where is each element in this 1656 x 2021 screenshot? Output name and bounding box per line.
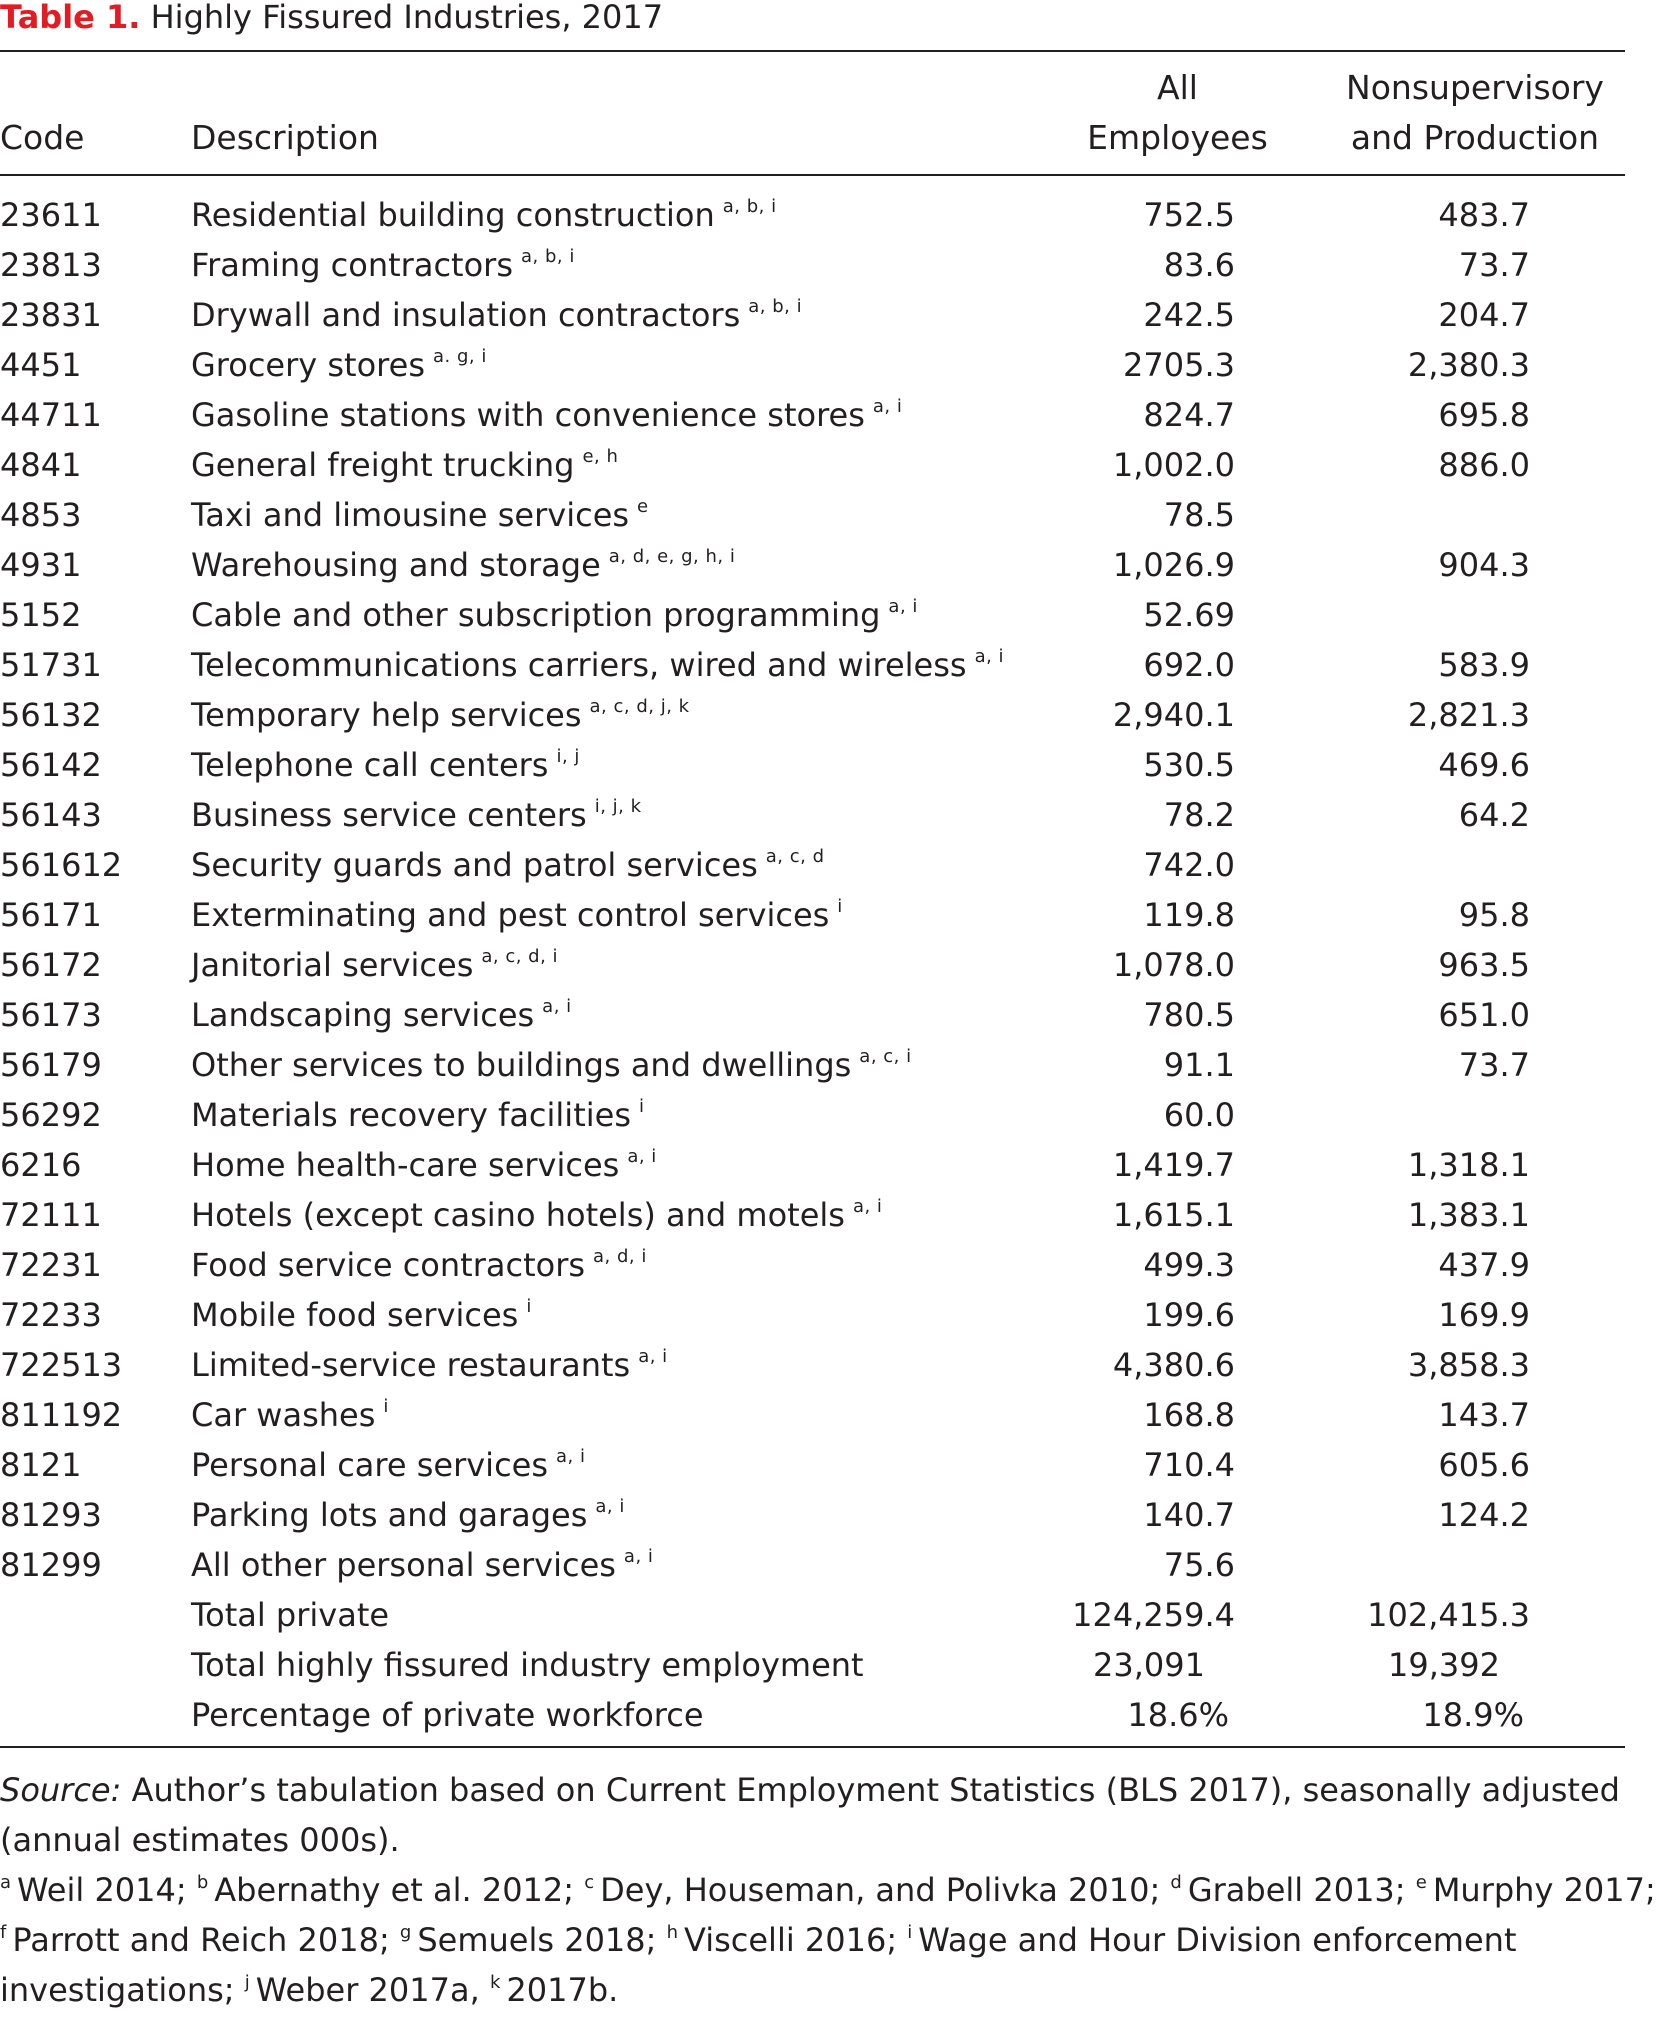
- row-description: [191, 1040, 912, 1090]
- row-code: 23813: [0, 246, 102, 284]
- row-all-employees: 692.0: [1143, 646, 1235, 684]
- reference-text: Murphy 2017;: [1432, 1871, 1656, 1909]
- row-source-notes: a, i: [623, 1546, 654, 1567]
- row-description: [191, 1240, 647, 1290]
- row-nonsupervisory: 963.5: [1438, 946, 1530, 984]
- row-code: 81299: [0, 1546, 102, 1584]
- row-nonsupervisory: 64.2: [1458, 796, 1530, 834]
- row-description: [191, 240, 575, 290]
- row-all-employees: 1,026.9: [1112, 546, 1235, 584]
- row-nonsupervisory: 95.8: [1458, 896, 1530, 934]
- row-nonsupervisory: 1,318.1: [1407, 1146, 1530, 1184]
- reference-key: j: [244, 1972, 250, 1993]
- row-source-notes: a, b, i: [722, 196, 777, 217]
- row-description: [191, 1490, 625, 1540]
- row-code: 4853: [0, 496, 82, 534]
- total-all-employees: 18.6%: [1127, 1696, 1229, 1734]
- row-code: 56132: [0, 696, 102, 734]
- row-all-employees: 119.8: [1143, 896, 1235, 934]
- row-nonsupervisory: 73.7: [1458, 1046, 1530, 1084]
- total-nonsupervisory: 18.9%: [1422, 1696, 1524, 1734]
- row-code: 8121: [0, 1446, 82, 1484]
- row-code: 72111: [0, 1196, 102, 1234]
- row-code: 5152: [0, 596, 82, 634]
- row-code: 44711: [0, 396, 102, 434]
- row-description-text: Temporary help services: [191, 696, 582, 734]
- reference-text: Abernathy et al. 2012;: [214, 1871, 575, 1909]
- row-nonsupervisory: 695.8: [1438, 396, 1530, 434]
- row-description: [191, 290, 802, 340]
- total-all-employees: 23,091: [1093, 1646, 1205, 1684]
- reference-item: [0, 1871, 187, 1909]
- row-source-notes: a, c, d: [765, 846, 825, 867]
- row-description: [191, 1140, 657, 1190]
- reference-item: [0, 1971, 235, 2009]
- row-nonsupervisory: [1330, 490, 1530, 540]
- row-source-notes: a, i: [888, 596, 918, 617]
- row-all-employees: 78.5: [1163, 496, 1235, 534]
- total-description: Total highly fissured industry employment: [191, 1646, 864, 1684]
- row-source-notes: a, i: [542, 996, 572, 1017]
- row-all-employees: 824.7: [1143, 396, 1235, 434]
- header-all-employees: [1060, 63, 1295, 163]
- row-all-employees: 140.7: [1143, 1496, 1235, 1534]
- row-description: [191, 1290, 532, 1340]
- row-description-text: Car washes: [191, 1396, 376, 1434]
- reference-key: g: [399, 1922, 412, 1943]
- row-nonsupervisory: 73.7: [1458, 246, 1530, 284]
- row-all-employees: 60.0: [1163, 1096, 1235, 1134]
- reference-item: [197, 1871, 574, 1909]
- row-description: [191, 1190, 882, 1240]
- row-source-notes: a, i: [638, 1346, 668, 1367]
- row-code: 72231: [0, 1246, 102, 1284]
- source-label: Source:: [0, 1771, 122, 1809]
- row-description-text: Grocery stores: [191, 346, 425, 384]
- row-all-employees: 499.3: [1143, 1246, 1235, 1284]
- row-description: [191, 1390, 389, 1440]
- row-description: [191, 440, 618, 490]
- row-all-employees: 2705.3: [1123, 346, 1235, 384]
- row-description-text: Mobile food services: [191, 1296, 519, 1334]
- row-code: 56143: [0, 796, 102, 834]
- row-code: 4841: [0, 446, 82, 484]
- row-description: [191, 540, 735, 590]
- row-description-text: Food service contractors: [191, 1246, 586, 1284]
- source-text-line1: Author’s tabulation based on Current Employment Statistics (BLS 2017), seasonally adjusted: [131, 1771, 1620, 1809]
- row-all-employees: 91.1: [1163, 1046, 1235, 1084]
- row-nonsupervisory: 651.0: [1438, 996, 1530, 1034]
- row-nonsupervisory: 124.2: [1438, 1496, 1530, 1534]
- row-code: 56171: [0, 896, 102, 934]
- row-source-notes: a, i: [627, 1146, 657, 1167]
- source-note-line2: (annual estimates 000s).: [0, 1821, 400, 1859]
- reference-item: [400, 1921, 657, 1959]
- row-description: [191, 890, 843, 940]
- row-nonsupervisory: 904.3: [1438, 546, 1530, 584]
- row-code: 23611: [0, 196, 102, 234]
- row-all-employees: 710.4: [1143, 1446, 1235, 1484]
- row-description-text: Landscaping services: [191, 996, 535, 1034]
- row-description: [191, 590, 918, 640]
- row-description: [191, 640, 1004, 690]
- row-description: [191, 390, 902, 440]
- reference-key: i: [907, 1922, 913, 1943]
- row-all-employees: 780.5: [1143, 996, 1235, 1034]
- row-source-notes: a, d, e, g, h, i: [608, 546, 736, 567]
- reference-text: Dey, Houseman, and Polivka 2010;: [600, 1871, 1161, 1909]
- row-description-text: Framing contractors: [191, 246, 513, 284]
- reference-text: Grabell 2013;: [1187, 1871, 1406, 1909]
- row-description: [191, 840, 825, 890]
- row-description: [191, 990, 572, 1040]
- header-description: Description: [191, 118, 379, 157]
- row-description: [191, 740, 580, 790]
- row-description-text: Cable and other subscription programming: [191, 596, 881, 634]
- reference-item: [0, 1921, 390, 1959]
- references-line1: [0, 1865, 1656, 1921]
- row-source-notes: a, i: [595, 1496, 625, 1517]
- row-nonsupervisory: 169.9: [1438, 1296, 1530, 1334]
- row-all-employees: 1,419.7: [1112, 1146, 1235, 1184]
- row-description: [191, 190, 777, 240]
- row-all-employees: 199.6: [1143, 1296, 1235, 1334]
- row-source-notes: i: [383, 1396, 389, 1417]
- reference-key: f: [0, 1922, 7, 1943]
- row-nonsupervisory: 3,858.3: [1407, 1346, 1530, 1384]
- row-all-employees: 75.6: [1163, 1546, 1235, 1584]
- row-description: [191, 1090, 645, 1140]
- row-nonsupervisory: [1330, 590, 1530, 640]
- row-code: 811192: [0, 1396, 123, 1434]
- row-source-notes: e, h: [582, 446, 619, 467]
- total-all-employees: 124,259.4: [1072, 1596, 1235, 1634]
- row-all-employees: 78.2: [1163, 796, 1235, 834]
- row-nonsupervisory: 2,380.3: [1407, 346, 1530, 384]
- reference-key: a: [0, 1872, 12, 1893]
- row-nonsupervisory: 437.9: [1438, 1246, 1530, 1284]
- row-description-text: Home health-care services: [191, 1146, 620, 1184]
- row-description-text: Exterminating and pest control services: [191, 896, 830, 934]
- header-nonsup-line2: and Production: [1350, 118, 1600, 157]
- reference-text: Semuels 2018;: [417, 1921, 657, 1959]
- row-nonsupervisory: 469.6: [1438, 746, 1530, 784]
- row-description-text: General freight trucking: [191, 446, 575, 484]
- row-all-employees: 4,380.6: [1112, 1346, 1235, 1384]
- row-nonsupervisory: [1330, 1540, 1530, 1590]
- row-description: [191, 940, 558, 990]
- row-all-employees: 1,615.1: [1112, 1196, 1235, 1234]
- row-description-text: Parking lots and garages: [191, 1496, 588, 1534]
- row-all-employees: 83.6: [1163, 246, 1235, 284]
- row-source-notes: a, i: [852, 1196, 883, 1217]
- row-description-text: All other personal services: [191, 1546, 616, 1584]
- reference-text: Weil 2014;: [17, 1871, 187, 1909]
- reference-item: [907, 1921, 1516, 1959]
- row-nonsupervisory: 483.7: [1438, 196, 1530, 234]
- row-nonsupervisory: 1,383.1: [1407, 1196, 1530, 1234]
- row-description-text: Security guards and patrol services: [191, 846, 758, 884]
- row-code: 72233: [0, 1296, 102, 1334]
- table-title: [0, 0, 663, 34]
- row-source-notes: a, b, i: [748, 296, 803, 317]
- reference-item: [584, 1871, 1160, 1909]
- total-nonsupervisory: 19,392: [1388, 1646, 1500, 1684]
- row-source-notes: a. g, i: [432, 346, 487, 367]
- row-source-notes: a, i: [974, 646, 1005, 667]
- row-description: [191, 1440, 586, 1490]
- row-all-employees: 52.69: [1143, 596, 1235, 634]
- reference-item: [1170, 1871, 1405, 1909]
- row-source-notes: i: [638, 1096, 645, 1117]
- reference-text: investigations;: [0, 1971, 235, 2009]
- row-description-text: Residential building construction: [191, 196, 715, 234]
- row-description: [191, 1540, 653, 1590]
- row-description-text: Hotels (except casino hotels) and motels: [191, 1196, 845, 1234]
- bottom-rule: [0, 1746, 1625, 1748]
- row-description-text: Warehousing and storage: [191, 546, 601, 584]
- header-nonsup-line1: Nonsupervisory: [1346, 68, 1604, 107]
- reference-key: h: [666, 1922, 679, 1943]
- row-description-text: Gasoline stations with convenience stores: [191, 396, 865, 434]
- row-description-text: Limited-service restaurants: [191, 1346, 631, 1384]
- row-code: 23831: [0, 296, 102, 334]
- row-description-text: Business service centers: [191, 796, 587, 834]
- row-description-text: Other services to buildings and dwellings: [191, 1046, 852, 1084]
- row-source-notes: i, j: [556, 746, 580, 767]
- references-line2: [0, 1915, 1625, 1971]
- row-nonsupervisory: 605.6: [1438, 1446, 1530, 1484]
- total-description: Percentage of private workforce: [191, 1696, 704, 1734]
- row-code: 722513: [0, 1346, 123, 1384]
- row-nonsupervisory: 143.7: [1438, 1396, 1530, 1434]
- reference-text: Wage and Hour Division enforcement: [918, 1921, 1517, 1959]
- header-code: Code: [0, 118, 85, 157]
- row-code: 56173: [0, 996, 102, 1034]
- row-source-notes: i, j, k: [594, 796, 642, 817]
- header-all-line1: All: [1157, 68, 1198, 107]
- table-number: Table 1.: [0, 0, 141, 36]
- row-code: 51731: [0, 646, 102, 684]
- row-code: 6216: [0, 1146, 82, 1184]
- reference-item: [667, 1921, 898, 1959]
- total-description: Total private: [191, 1596, 390, 1634]
- row-source-notes: a, b, i: [520, 246, 575, 267]
- row-description-text: Drywall and insulation contractors: [191, 296, 741, 334]
- row-description: [191, 1340, 668, 1390]
- table-caption: Highly Fissured Industries, 2017: [150, 0, 664, 36]
- row-code: 4451: [0, 346, 82, 384]
- row-description-text: Taxi and limousine services: [191, 496, 630, 534]
- row-all-employees: 752.5: [1143, 196, 1235, 234]
- row-description: [191, 790, 642, 840]
- row-nonsupervisory: 2,821.3: [1407, 696, 1530, 734]
- row-source-notes: i: [837, 896, 843, 917]
- row-nonsupervisory: [1330, 840, 1530, 890]
- reference-key: e: [1415, 1872, 1427, 1893]
- row-all-employees: 742.0: [1143, 846, 1235, 884]
- row-all-employees: 530.5: [1143, 746, 1235, 784]
- header-rule: [0, 174, 1625, 176]
- row-all-employees: 1,002.0: [1112, 446, 1235, 484]
- row-description-text: Telephone call centers: [191, 746, 549, 784]
- row-all-employees: 1,078.0: [1112, 946, 1235, 984]
- reference-text: Viscelli 2016;: [684, 1921, 898, 1959]
- row-nonsupervisory: 583.9: [1438, 646, 1530, 684]
- source-note: [0, 1765, 1625, 1815]
- row-code: 81293: [0, 1496, 102, 1534]
- row-description-text: Materials recovery facilities: [191, 1096, 631, 1134]
- reference-item: [490, 1971, 618, 2009]
- row-code: 561612: [0, 846, 123, 884]
- row-description-text: Janitorial services: [191, 946, 474, 984]
- top-rule: [0, 50, 1625, 52]
- row-all-employees: 242.5: [1143, 296, 1235, 334]
- reference-key: k: [489, 1972, 501, 1993]
- reference-text: 2017b.: [506, 1971, 619, 2009]
- row-code: 56172: [0, 946, 102, 984]
- reference-key: d: [1170, 1872, 1182, 1893]
- header-nonsupervisory: [1330, 63, 1620, 163]
- row-all-employees: 2,940.1: [1112, 696, 1235, 734]
- row-nonsupervisory: [1330, 1090, 1530, 1140]
- row-source-notes: a, c, d, i: [481, 946, 559, 967]
- reference-key: b: [196, 1872, 209, 1893]
- row-description: [191, 490, 649, 540]
- row-nonsupervisory: 204.7: [1438, 296, 1530, 334]
- row-source-notes: a, i: [872, 396, 903, 417]
- row-description-text: Telecommunications carriers, wired and wireless: [191, 646, 967, 684]
- reference-text: Weber 2017a,: [255, 1971, 480, 2009]
- row-source-notes: a, c, d, j, k: [589, 696, 690, 717]
- row-source-notes: a, c, i: [859, 1046, 912, 1067]
- row-source-notes: a, i: [556, 1446, 586, 1467]
- reference-key: c: [584, 1872, 595, 1893]
- row-description: [191, 690, 690, 740]
- row-source-notes: a, d, i: [593, 1246, 647, 1267]
- reference-item: [245, 1971, 480, 2009]
- row-code: 56179: [0, 1046, 102, 1084]
- reference-item: [1416, 1871, 1656, 1909]
- references-line3: [0, 1965, 1625, 2021]
- header-all-line2: Employees: [1087, 118, 1268, 157]
- row-source-notes: e: [637, 496, 649, 517]
- reference-text: Parrott and Reich 2018;: [12, 1921, 390, 1959]
- row-code: 4931: [0, 546, 82, 584]
- row-nonsupervisory: 886.0: [1438, 446, 1530, 484]
- row-description: [191, 340, 487, 390]
- total-nonsupervisory: 102,415.3: [1367, 1596, 1530, 1634]
- row-code: 56142: [0, 746, 102, 784]
- row-code: 56292: [0, 1096, 102, 1134]
- row-description-text: Personal care services: [191, 1446, 549, 1484]
- row-source-notes: i: [526, 1296, 532, 1317]
- row-all-employees: 168.8: [1143, 1396, 1235, 1434]
